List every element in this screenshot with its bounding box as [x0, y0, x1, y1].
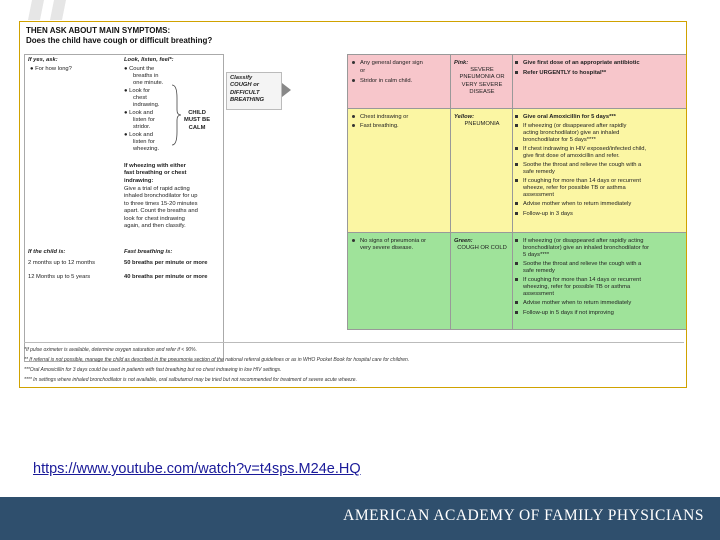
look-item: chest [133, 95, 147, 101]
pink-treatment: Refer URGENTLY to hospital** [515, 70, 606, 77]
look-item: wheezing. [133, 146, 160, 152]
footnote: **** In settings where inhaled bronchodilator is not available, oral salbutamol may be tried but not recommended for treatment of severe acute wheeze. [24, 377, 357, 383]
age-col-header: If the child is: [28, 249, 66, 255]
yellow-treatment: Follow-up in 3 days [515, 211, 573, 218]
footnote-rule [24, 342, 684, 343]
ask-question: ● For how long? [30, 66, 72, 72]
look-item: listen for [133, 139, 155, 145]
rate-col-header: Fast breathing is: [124, 249, 173, 255]
green-treatment: Follow-up in 5 days if not improving [515, 310, 614, 317]
classify-arrow [282, 83, 291, 97]
yellow-treatment: bronchodilator for 5 days**** [523, 137, 596, 143]
pink-treatment: Give first dose of an appropriate antibiotic [515, 60, 640, 67]
band-divider [450, 54, 451, 330]
band-divider [512, 54, 513, 330]
look-item: one minute. [133, 80, 164, 86]
look-title: Look, listen, feel*: [124, 57, 174, 63]
yellow-treatment: If wheezing (or disappeared after rapidly [515, 123, 626, 130]
footer-bar [0, 497, 720, 540]
green-treatment: Advise mother when to return immediately [515, 300, 631, 307]
rate-row-2: 40 breaths per minute or more [124, 274, 208, 280]
rate-row-1: 50 breaths per minute or more [124, 260, 208, 266]
calm-bracket [170, 84, 182, 146]
yellow-treatment: Soothe the throat and relieve the cough with a [515, 162, 641, 169]
green-treatment: If wheezing (or disappeared after rapidly acting [515, 238, 644, 245]
look-item: ● Count the [124, 66, 155, 72]
look-item: stridor. [133, 124, 151, 130]
pink-sign: Any general danger sign [352, 60, 423, 67]
look-item: ● Look and [124, 110, 153, 116]
yellow-sign: Fast breathing. [352, 123, 399, 130]
ask-title: If yes, ask: [28, 57, 58, 63]
green-treatment: If coughing for more than 14 days or recurrent [515, 277, 641, 284]
band-divider [347, 54, 348, 330]
yellow-treatment: wheeze, refer for possible TB or asthma [523, 185, 626, 191]
yellow-treatment: If chest indrawing in HIV exposed/infected child, [515, 146, 646, 153]
calm-note: CHILD MUST BE CALM [184, 110, 211, 131]
look-item: breaths in [133, 73, 159, 79]
look-item: ● Look for [124, 88, 151, 94]
green-treatment: bronchodilator) give an inhaled bronchodilator for [523, 245, 650, 251]
age-row-2: 12 Months up to 5 years [28, 274, 91, 280]
trial-instructions: Give a trial of rapid acting inhaled bronchodilator for up to three times 15-20 minutes apart. Count the breaths and look for chest indrawing again, and then classify. [124, 186, 198, 230]
yellow-treatment: acting bronchodilator) give an inhaled [523, 130, 620, 136]
yellow-treatment: Give oral Amoxicillin for 5 days*** [515, 114, 616, 121]
wheeze-note: If wheezing with either fast breathing or chest indrawing: [124, 163, 187, 184]
yellow-treatment: give first dose of amoxicillin and refer. [523, 153, 620, 159]
green-sign: No signs of pneumonia or [352, 238, 426, 245]
yellow-sign: Chest indrawing or [352, 114, 408, 121]
green-treatment: Soothe the throat and relieve the cough with a [515, 261, 641, 268]
footnote: *If pulse oximeter is available, determine oxygen saturation and refer if < 90%. [24, 347, 198, 353]
look-item: listen for [133, 117, 155, 123]
classify-label: Classify COUGH or DIFFICULT BREATHING [226, 72, 282, 110]
age-row-1: 2 months up to 12 months [28, 260, 96, 266]
youtube-link[interactable]: https://www.youtube.com/watch?v=t4sps.M24e.HQ [33, 461, 361, 477]
chart-heading: THEN ASK ABOUT MAIN SYMPTOMS: Does the child have cough or difficult breathing? [26, 26, 213, 45]
footnote: ** If referral is not possible, manage the child as described in the pneumonia section of the national referral guidelines or as in WHO Pocket Book for hospital care for children. [24, 357, 410, 363]
imci-cough-chart [19, 21, 687, 388]
green-classification: Green: COUGH OR COLD [454, 238, 507, 252]
green-sign: very severe disease. [360, 245, 414, 251]
green-treatment: 5 days**** [523, 252, 550, 258]
footnote: ***Oral Amoxicillin for 3 days could be used in patients with fast breathing but no chest indrawing in low HIV settings. [24, 367, 282, 373]
look-item: ● Look and [124, 132, 153, 138]
footer-brand: AMERICAN ACADEMY OF FAMILY PHYSICIANS [343, 507, 704, 524]
green-treatment: safe remedy [523, 268, 555, 274]
yellow-treatment: If coughing for more than 14 days or recurrent [515, 178, 641, 185]
pink-sign: or [360, 68, 366, 74]
yellow-treatment: Advise mother when to return immediately [515, 201, 631, 208]
yellow-treatment: safe remedy [523, 169, 555, 175]
look-item: indrawing. [133, 102, 160, 108]
yellow-classification: Yellow: PNEUMONIA [454, 114, 500, 128]
green-treatment: assessment [523, 291, 554, 297]
pink-classification: Pink: SEVERE PNEUMONIA OR VERY SEVERE DISEASE [454, 60, 505, 95]
green-treatment: wheezing, refer for possible TB or asthma [523, 284, 631, 290]
background-logo-fragment [24, 0, 84, 20]
pink-sign: Stridor in calm child. [352, 78, 412, 85]
yellow-treatment: assessment [523, 192, 554, 198]
